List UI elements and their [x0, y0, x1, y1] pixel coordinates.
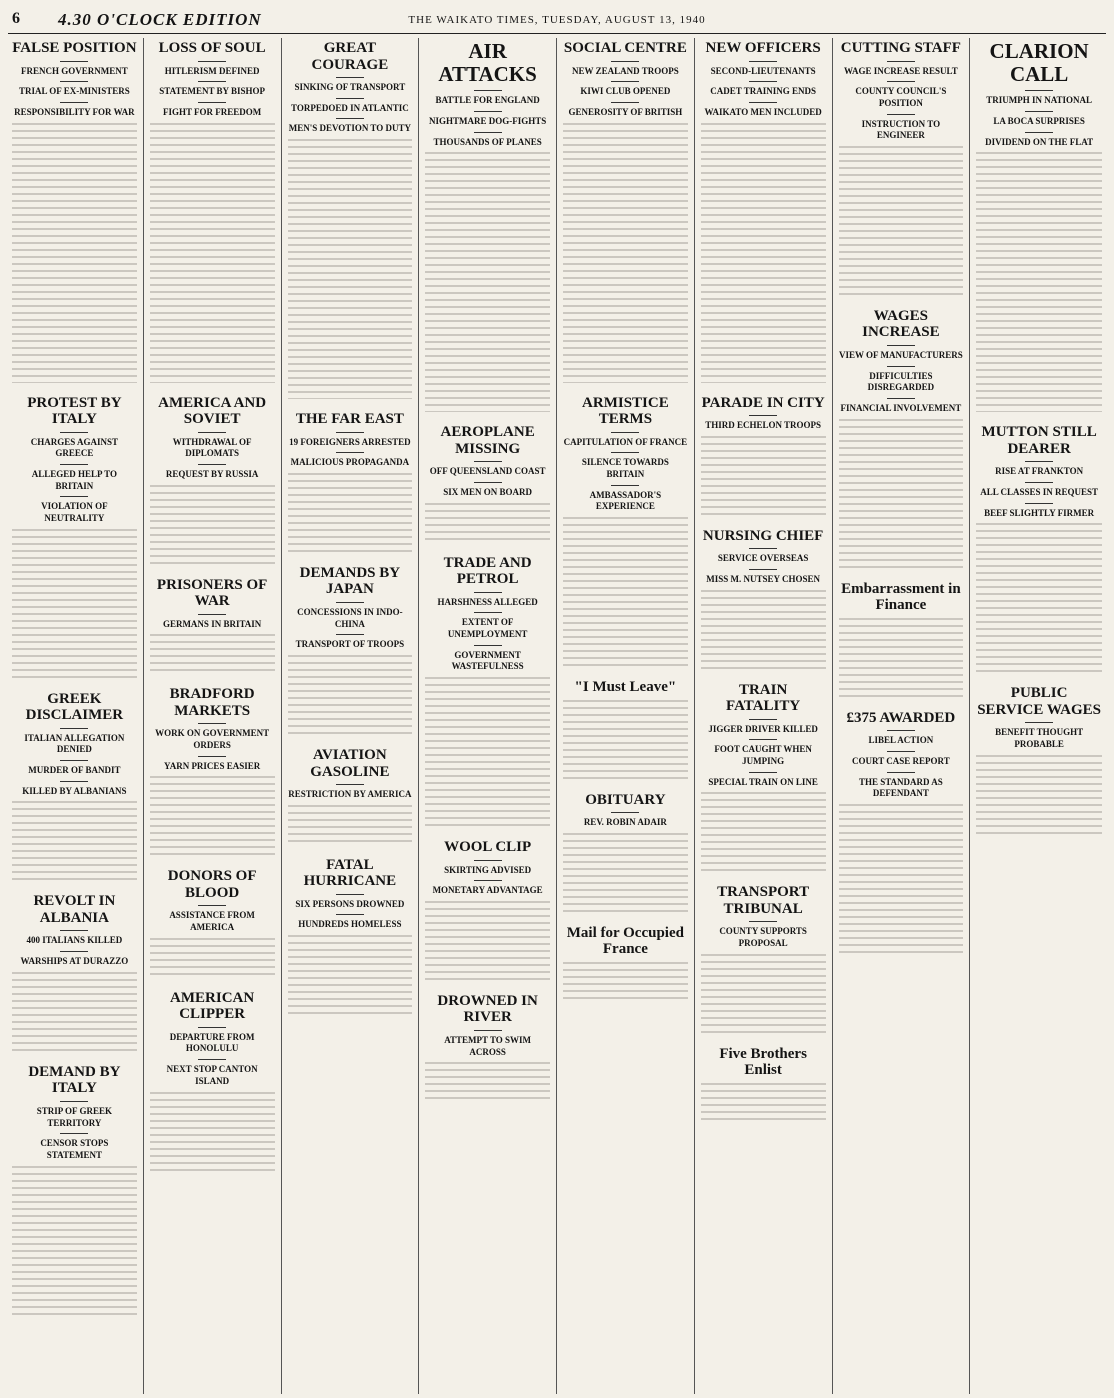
news-story — [425, 40, 550, 412]
subhead-rule — [474, 645, 502, 646]
story-headline: AIR ATTACKS — [438, 39, 537, 87]
story-subhead: FIGHT FOR FREEDOM — [162, 106, 262, 117]
news-story — [701, 395, 826, 516]
body-text-block — [839, 618, 964, 698]
story-subhead: WARSHIPS AT DURAZZO — [20, 956, 129, 967]
subhead-rule — [60, 1101, 88, 1102]
subhead-rule — [474, 482, 502, 483]
news-story — [288, 565, 413, 735]
story-subhead: BATTLE FOR ENGLAND — [435, 95, 540, 106]
news-story — [976, 685, 1102, 834]
subhead-rule — [611, 61, 639, 62]
edition-label: 4.30 O'CLOCK EDITION — [58, 10, 262, 29]
subhead-rule — [1025, 461, 1053, 462]
subhead-rule — [611, 102, 639, 103]
subhead-rule — [198, 81, 226, 82]
story-subhead: SIX MEN ON BOARD — [443, 486, 532, 497]
body-text-block — [425, 152, 550, 412]
story-subhead: INSTRUCTION TO ENGINEER — [861, 118, 941, 141]
body-text-block — [288, 805, 413, 845]
story-subhead: SIX PERSONS DROWNED — [295, 898, 405, 909]
story-headline: TRAIN FATALITY — [726, 681, 801, 715]
story-headline: GREEK DISCLAIMER — [25, 690, 124, 724]
story-subhead: BEEF SLIGHTLY FIRMER — [984, 507, 1095, 518]
news-column — [6, 38, 144, 1394]
subhead-rule — [336, 894, 364, 895]
story-subhead: FOOT CAUGHT WHEN JUMPING — [714, 744, 812, 766]
story-subhead: OFF QUEENSLAND COAST — [429, 466, 546, 477]
story-subhead: KILLED BY ALBANIANS — [22, 785, 127, 796]
story-subhead: KIWI CLUB OPENED — [580, 86, 671, 97]
story-subhead: MEN'S DEVOTION TO DUTY — [288, 123, 411, 134]
story-headline: PARADE IN CITY — [701, 394, 825, 411]
story-headline: DEMAND BY ITALY — [28, 1063, 121, 1097]
news-story — [288, 857, 413, 1015]
body-text-block — [12, 972, 137, 1052]
story-subhead: WITHDRAWAL OF DIPLOMATS — [172, 436, 252, 459]
news-column — [970, 38, 1108, 1394]
news-column — [282, 38, 420, 1394]
subhead-rule — [60, 464, 88, 465]
news-story — [150, 686, 275, 856]
subhead-rule — [474, 132, 502, 133]
body-text-block — [701, 436, 826, 516]
story-subhead: SKIRTING ADVISED — [444, 864, 532, 875]
story-subhead: EXTENT OF UNEMPLOYMENT — [447, 617, 528, 639]
body-text-block — [288, 473, 413, 553]
story-subhead: STRIP OF GREEK TERRITORY — [36, 1105, 112, 1128]
news-story — [563, 40, 688, 383]
subhead-rule — [198, 723, 226, 724]
masthead — [0, 0, 1114, 34]
story-headline: Five Brothers Enlist — [719, 1045, 807, 1079]
subhead-rule — [474, 1030, 502, 1031]
story-subhead: LIBEL ACTION — [868, 735, 934, 746]
body-text-block — [701, 954, 826, 1034]
news-story — [425, 424, 550, 542]
subhead-rule — [474, 612, 502, 613]
subhead-rule — [749, 81, 777, 82]
body-text-block — [701, 590, 826, 670]
story-headline: PUBLIC SERVICE WAGES — [977, 685, 1102, 718]
subhead-rule — [749, 61, 777, 62]
story-headline: LOSS OF SOUL — [158, 40, 266, 56]
story-subhead: VIEW OF MANUFACTURERS — [838, 349, 963, 360]
story-headline: OBITUARY — [585, 791, 666, 808]
subhead-rule — [60, 760, 88, 761]
subhead-rule — [336, 77, 364, 78]
subhead-rule — [887, 345, 915, 346]
body-text-block — [563, 517, 688, 667]
story-headline: AMERICA AND SOVIET — [158, 394, 267, 428]
news-story — [12, 40, 137, 383]
story-subhead: TRANSPORT OF TROOPS — [295, 639, 405, 650]
subhead-rule — [749, 569, 777, 570]
story-headline: CUTTING STAFF — [840, 40, 961, 56]
news-story — [839, 581, 964, 698]
story-headline: AVIATION GASOLINE — [310, 747, 390, 780]
subhead-rule — [1025, 111, 1053, 112]
subhead-rule — [198, 464, 226, 465]
story-subhead: HARSHNESS ALLEGED — [437, 596, 538, 607]
story-headline: Embarrassment in Finance — [841, 580, 961, 614]
subhead-rule — [611, 485, 639, 486]
subhead-rule — [60, 81, 88, 82]
story-subhead: 19 FOREIGNERS ARRESTED — [289, 436, 411, 447]
story-subhead: GERMANS IN BRITAIN — [162, 618, 262, 629]
story-headline: WOOL CLIP — [444, 839, 532, 856]
story-headline: BRADFORD MARKETS — [169, 686, 255, 719]
subhead-rule — [887, 751, 915, 752]
body-text-block — [150, 485, 275, 565]
story-subhead: SECOND-LIEUTENANTS — [710, 65, 816, 76]
news-story — [701, 1046, 826, 1123]
story-subhead: CAPITULATION OF FRANCE — [563, 436, 688, 447]
news-story — [150, 395, 275, 565]
news-story — [150, 577, 275, 675]
story-headline: REVOLT IN ALBANIA — [33, 893, 116, 926]
subhead-rule — [887, 772, 915, 773]
story-subhead: ITALIAN ALLEGATION DENIED — [24, 732, 125, 755]
story-subhead: COUNTY COUNCIL'S POSITION — [855, 86, 947, 108]
story-subhead: ALLEGED HELP TO BRITAIN — [31, 468, 117, 491]
body-text-block — [150, 123, 275, 383]
story-subhead: FRENCH GOVERNMENT — [20, 65, 128, 76]
subhead-rule — [60, 102, 88, 103]
story-subhead: AMBASSADOR'S EXPERIENCE — [589, 489, 662, 512]
subhead-rule — [474, 461, 502, 462]
body-text-block — [150, 776, 275, 856]
body-text-block — [288, 139, 413, 399]
dateline: THE WAIKATO TIMES, TUESDAY, AUGUST 13, 1940 — [408, 14, 706, 26]
subhead-rule — [336, 98, 364, 99]
body-text-block — [288, 935, 413, 1015]
subhead-rule — [1025, 722, 1053, 723]
news-column — [557, 38, 695, 1394]
news-story — [12, 691, 137, 882]
body-text-block — [976, 152, 1102, 412]
news-columns — [6, 38, 1108, 1394]
story-subhead: WAIKATO MEN INCLUDED — [704, 106, 822, 117]
subhead-rule — [1025, 90, 1053, 91]
story-subhead: VIOLATION OF NEUTRALITY — [41, 501, 108, 523]
story-headline: SOCIAL CENTRE — [563, 40, 687, 56]
body-text-block — [976, 523, 1102, 673]
story-headline: DROWNED IN RIVER — [437, 992, 538, 1026]
subhead-rule — [60, 61, 88, 62]
news-story — [425, 555, 550, 827]
story-subhead: JIGGER DRIVER KILLED — [708, 723, 818, 734]
body-text-block — [425, 677, 550, 827]
story-subhead: SPECIAL TRAIN ON LINE — [708, 776, 818, 787]
story-subhead: REQUEST BY RUSSIA — [165, 468, 259, 479]
body-text-block — [701, 792, 826, 872]
news-story — [288, 411, 413, 553]
story-subhead: COUNTY SUPPORTS PROPOSAL — [719, 926, 807, 949]
story-headline: FATAL HURRICANE — [303, 856, 397, 890]
subhead-rule — [198, 756, 226, 757]
subhead-rule — [60, 1133, 88, 1134]
subhead-rule — [749, 772, 777, 773]
news-story — [563, 925, 688, 1002]
body-text-block — [563, 700, 688, 780]
story-headline: CLARION CALL — [989, 39, 1089, 87]
body-text-block — [563, 123, 688, 383]
news-story — [839, 308, 964, 569]
news-column — [695, 38, 833, 1394]
subhead-rule — [749, 548, 777, 549]
subhead-rule — [611, 432, 639, 433]
subhead-rule — [887, 114, 915, 115]
news-story — [563, 395, 688, 667]
story-headline: Mail for Occupied France — [566, 924, 684, 958]
subhead-rule — [60, 930, 88, 931]
story-subhead: RISE AT FRANKTON — [995, 466, 1084, 477]
story-headline: TRADE AND PETROL — [443, 554, 532, 588]
story-headline: AMERICAN CLIPPER — [170, 989, 255, 1023]
story-headline: TRANSPORT TRIBUNAL — [717, 884, 810, 917]
subhead-rule — [474, 592, 502, 593]
subhead-rule — [198, 614, 226, 615]
news-column — [144, 38, 282, 1394]
subhead-rule — [887, 730, 915, 731]
news-story — [425, 839, 550, 981]
news-story — [563, 792, 688, 913]
story-headline: NEW OFFICERS — [705, 40, 821, 56]
story-subhead: GENEROSITY OF BRITISH — [568, 106, 683, 117]
news-story — [839, 40, 964, 296]
story-headline: AEROPLANE MISSING — [440, 424, 535, 457]
subhead-rule — [1025, 132, 1053, 133]
news-story — [701, 40, 826, 383]
story-subhead: TRIUMPH IN NATIONAL — [986, 95, 1093, 106]
news-story — [976, 424, 1102, 673]
news-story — [425, 993, 550, 1102]
subhead-rule — [611, 812, 639, 813]
subhead-rule — [336, 784, 364, 785]
subhead-rule — [887, 398, 915, 399]
story-subhead: WORK ON GOVERNMENT ORDERS — [155, 728, 270, 750]
story-subhead: HUNDREDS HOMELESS — [298, 919, 402, 930]
story-subhead: MALICIOUS PROPAGANDA — [290, 457, 410, 468]
body-text-block — [12, 801, 137, 881]
story-subhead: ATTEMPT TO SWIM ACROSS — [444, 1034, 532, 1057]
story-subhead: SILENCE TOWARDS BRITAIN — [581, 457, 669, 479]
story-subhead: MISS M. NUTSEY CHOSEN — [706, 573, 820, 584]
body-text-block — [12, 1166, 137, 1316]
news-story — [701, 682, 826, 873]
subhead-rule — [1025, 503, 1053, 504]
news-story — [12, 1064, 137, 1316]
subhead-rule — [336, 914, 364, 915]
story-subhead: ASSISTANCE FROM AMERICA — [169, 910, 255, 933]
news-column — [833, 38, 971, 1394]
story-subhead: WAGE INCREASE RESULT — [844, 65, 958, 76]
body-text-block — [563, 962, 688, 1002]
story-headline: "I Must Leave" — [574, 679, 677, 695]
story-headline: DONORS OF BLOOD — [167, 868, 257, 901]
body-text-block — [425, 901, 550, 981]
story-headline: GREAT COURAGE — [311, 40, 389, 73]
news-story — [150, 40, 275, 383]
story-subhead: DIFFICULTIES DISREGARDED — [867, 370, 935, 393]
story-headline: FALSE POSITION — [12, 40, 137, 56]
subhead-rule — [887, 61, 915, 62]
body-text-block — [12, 529, 137, 679]
subhead-rule — [198, 1059, 226, 1060]
subhead-rule — [474, 880, 502, 881]
subhead-rule — [749, 739, 777, 740]
body-text-block — [976, 755, 1102, 835]
story-subhead: TORPEDOED IN ATLANTIC — [291, 102, 409, 113]
news-story — [839, 710, 964, 954]
subhead-rule — [60, 951, 88, 952]
story-subhead: CADET TRAINING ENDS — [710, 86, 816, 97]
story-headline: NURSING CHIEF — [702, 527, 824, 544]
page-number: 6 — [12, 10, 20, 27]
story-subhead: MONETARY ADVANTAGE — [432, 885, 543, 896]
story-subhead: STATEMENT BY BISHOP — [159, 86, 265, 97]
body-text-block — [701, 1083, 826, 1123]
news-story — [12, 893, 137, 1051]
subhead-rule — [336, 118, 364, 119]
news-story — [563, 679, 688, 780]
subhead-rule — [474, 860, 502, 861]
story-headline: PRISONERS OF WAR — [156, 576, 268, 610]
subhead-rule — [60, 781, 88, 782]
story-subhead: YARN PRICES EASIER — [164, 760, 261, 771]
subhead-rule — [887, 81, 915, 82]
story-headline: THE FAR EAST — [295, 411, 404, 428]
subhead-rule — [749, 415, 777, 416]
subhead-rule — [1025, 482, 1053, 483]
story-subhead: LA BOCA SURPRISES — [993, 115, 1085, 126]
body-text-block — [288, 655, 413, 735]
body-text-block — [12, 123, 137, 383]
body-text-block — [425, 1062, 550, 1102]
story-subhead: BENEFIT THOUGHT PROBABLE — [995, 727, 1084, 749]
story-subhead: DIVIDEND ON THE FLAT — [985, 136, 1094, 147]
subhead-rule — [336, 634, 364, 635]
subhead-rule — [198, 1027, 226, 1028]
story-headline: £375 AWARDED — [846, 709, 956, 726]
subhead-rule — [474, 90, 502, 91]
story-subhead: NEW ZEALAND TROOPS — [572, 65, 679, 76]
body-text-block — [839, 804, 964, 954]
subhead-rule — [198, 102, 226, 103]
story-subhead: CENSOR STOPS STATEMENT — [40, 1138, 109, 1160]
body-text-block — [839, 419, 964, 569]
subhead-rule — [336, 602, 364, 603]
story-subhead: NEXT STOP CANTON ISLAND — [166, 1064, 258, 1086]
news-story — [288, 40, 413, 399]
story-subhead: SERVICE OVERSEAS — [717, 553, 809, 564]
news-story — [976, 40, 1102, 412]
story-subhead: THE STANDARD AS DEFENDANT — [858, 776, 943, 799]
subhead-rule — [198, 61, 226, 62]
story-subhead: MURDER OF BANDIT — [28, 765, 121, 776]
body-text-block — [150, 634, 275, 674]
news-column — [419, 38, 557, 1394]
story-subhead: FINANCIAL INVOLVEMENT — [840, 403, 962, 413]
subhead-rule — [749, 719, 777, 720]
story-subhead: GOVERNMENT WASTEFULNESS — [451, 649, 524, 672]
body-text-block — [425, 503, 550, 543]
story-headline: WAGES INCREASE — [862, 307, 940, 341]
story-subhead: TRIAL OF EX-MINISTERS — [19, 86, 130, 97]
subhead-rule — [749, 102, 777, 103]
story-subhead: SINKING OF TRANSPORT — [294, 82, 406, 92]
story-subhead: NIGHTMARE DOG-FIGHTS — [428, 115, 547, 126]
story-subhead: HITLERISM DEFINED — [164, 65, 260, 76]
story-subhead: RESPONSIBILITY FOR WAR — [14, 106, 135, 117]
body-text-block — [701, 123, 826, 383]
story-headline: DEMANDS BY JAPAN — [299, 564, 401, 598]
news-story — [150, 868, 275, 977]
news-story — [150, 990, 275, 1172]
subhead-rule — [887, 366, 915, 367]
story-subhead: THIRD ECHELON TROOPS — [705, 420, 822, 431]
subhead-rule — [60, 728, 88, 729]
story-headline: PROTEST BY ITALY — [27, 394, 122, 428]
subhead-rule — [611, 81, 639, 82]
masthead-rule — [8, 33, 1106, 34]
subhead-rule — [611, 452, 639, 453]
news-story — [288, 747, 413, 845]
body-text-block — [563, 833, 688, 913]
story-subhead: THOUSANDS OF PLANES — [433, 136, 542, 147]
story-subhead: CONCESSIONS IN INDO-CHINA — [297, 606, 403, 629]
story-subhead: DEPARTURE FROM HONOLULU — [169, 1031, 255, 1054]
subhead-rule — [198, 905, 226, 906]
body-text-block — [150, 1092, 275, 1172]
subhead-rule — [336, 452, 364, 453]
story-headline: ARMISTICE TERMS — [582, 394, 669, 428]
story-subhead: ALL CLASSES IN REQUEST — [980, 486, 1099, 497]
story-subhead: RESTRICTION BY AMERICA — [288, 789, 412, 799]
news-story — [701, 884, 826, 1033]
story-subhead: REV. ROBIN ADAIR — [583, 817, 667, 827]
story-subhead: COURT CASE REPORT — [852, 755, 950, 766]
subhead-rule — [60, 432, 88, 433]
subhead-rule — [749, 921, 777, 922]
subhead-rule — [336, 432, 364, 433]
story-headline: MUTTON STILL DEARER — [981, 424, 1097, 457]
body-text-block — [150, 938, 275, 978]
news-story — [12, 395, 137, 679]
subhead-rule — [198, 432, 226, 433]
subhead-rule — [474, 111, 502, 112]
story-subhead: CHARGES AGAINST GREECE — [30, 436, 119, 459]
story-subhead: 400 ITALIANS KILLED — [26, 935, 123, 946]
news-story — [701, 528, 826, 670]
subhead-rule — [60, 496, 88, 497]
body-text-block — [839, 146, 964, 296]
